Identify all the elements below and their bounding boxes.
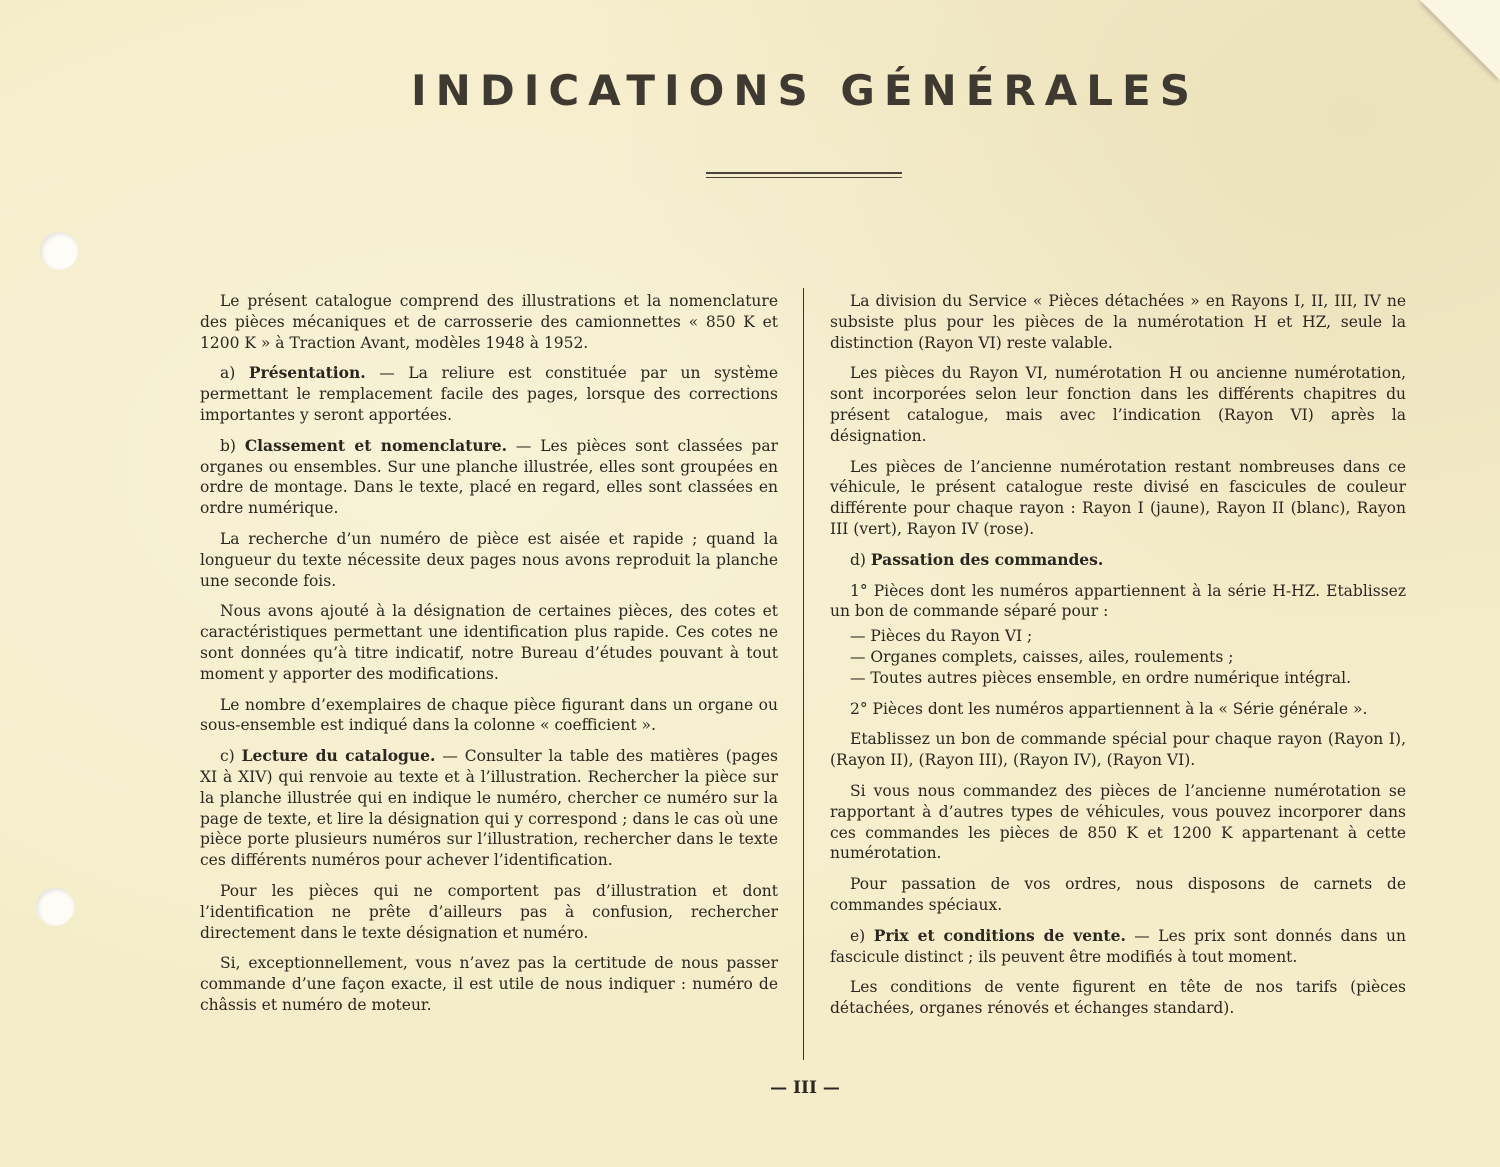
ancienne-numerotation-paragraph: Les pièces de l’ancienne numérotation restant nombreuses dans ce véhicule, le présent catalogue reste divisé en fascicules de couleur différente pour chaque rayon : Rayon I (jaune), Rayon II (blanc), Rayon III (vert), Rayon IV (rose). (830, 457, 1406, 538)
punch-hole-bottom (36, 888, 74, 926)
exceptionnellement-paragraph: Si, exceptionnellement, vous n’avez pas la certitude de nous passer commande d’une façon exacte, il est utile de nous indiquer : numéro de châssis et numéro de moteur. (200, 954, 778, 1014)
section-b-heading: Classement et nomenclature. (244, 435, 508, 455)
left-column (200, 291, 778, 1026)
bon-special-paragraph: Etablissez un bon de commande spécial pour chaque rayon (Rayon I), (Rayon II), (Rayon III), (Rayon IV), (Rayon VI). (830, 730, 1406, 770)
section-a-text: — La reliure est constituée par un système permettant le remplacement facile des pages, lorsque des corrections importantes y seront apportées. (200, 364, 778, 424)
section-c-heading: Lecture du catalogue. (241, 746, 436, 766)
section-e-label: e) (850, 926, 866, 945)
section-d-heading: Passation des commandes. (870, 549, 1104, 569)
page-title: INDICATIONS GÉNÉRALES (411, 66, 1199, 115)
cotes-paragraph: Nous avons ajouté à la désignation de certaines pièces, des cotes et caractéristiques permettant une identification plus rapide. Ces cotes ne sont données qu’à titre indicatif, notre Bureau d’études pouvant à tout moment y apporter des modifications. (200, 602, 778, 683)
order-dash-list (830, 626, 1406, 688)
dash-item: — Pièces du Rayon VI ; (850, 627, 1033, 646)
recherche-paragraph: La recherche d’un numéro de pièce est aisée et rapide ; quand la longueur du texte nécessite deux pages nous avons reproduit la planche une seconde fois. (200, 529, 778, 590)
sans-illustration-paragraph: Pour les pièces qui ne comportent pas d’illustration et dont l’identification ne prête d’ailleurs pas à confusion, rechercher directement dans le texte désignation et numéro. (200, 881, 778, 942)
conditions-paragraph: Les conditions de vente figurent en tête de nos tarifs (pièces détachées, organes rénovés et échanges standard). (830, 978, 1406, 1018)
right-column (830, 291, 1406, 1029)
page-number: — III — (770, 1078, 840, 1098)
punch-hole-top (40, 232, 78, 270)
section-e-text: — Les prix sont donnés dans un fascicule distinct ; ils peuvent être modifiés à tout moment. (830, 926, 1406, 966)
section-a-heading: Présentation. (248, 363, 366, 383)
serie-generale-paragraph: 2° Pièces dont les numéros appartiennent à la « Série générale ». (850, 699, 1368, 718)
dash-item: — Toutes autres pièces ensemble, en ordre numérique intégral. (850, 668, 1352, 687)
autres-types-paragraph: Si vous nous commandez des pièces de l’ancienne numérotation se rapportant à d’autres types de véhicules, vous pouvez incorporer dans ces commandes les pièces de 850 K et 1200 K appartenant à cette numérotation. (830, 781, 1406, 863)
carnets-paragraph: Pour passation de vos ordres, nous disposons de carnets de commandes spéciaux. (830, 875, 1406, 914)
section-d-label: d) (850, 550, 866, 569)
section-a-paragraph (200, 363, 778, 425)
rayon-vi-paragraph: Les pièces du Rayon VI, numérotation H ou ancienne numérotation, sont incorporées selon leur fonction dans les différents chapitres du présent catalogue, mais avec l’indication (Rayon VI) après la désignation. (830, 364, 1406, 445)
division-paragraph: La division du Service « Pièces détachées » en Rayons I, II, III, IV ne subsiste plus pour les pièces de la numérotation H et HZ, seule la distinction (Rayon VI) reste valable. (830, 292, 1406, 352)
section-e-paragraph (830, 926, 1406, 968)
section-c-paragraph (200, 746, 778, 871)
section-d-paragraph (830, 550, 1406, 571)
section-b-text: — Les pièces sont classées par organes ou ensembles. Sur une planche illustrée, elles sont groupées en ordre de montage. Dans le texte, placé en regard, elles sont classées en ordre numérique. (200, 436, 778, 518)
column-divider (803, 288, 804, 1060)
section-e-heading: Prix et conditions de vente. (873, 925, 1126, 945)
section-b-label: b) (220, 436, 236, 455)
serie-hhz-paragraph: 1° Pièces dont les numéros appartiennent à la série H-HZ. Etablissez un bon de commande séparé pour : (830, 581, 1406, 621)
section-c-label: c) (220, 747, 235, 766)
nombre-paragraph: Le nombre d’exemplaires de chaque pièce figurant dans un organe ou sous-ensemble est indiqué dans la colonne « coefficient ». (200, 695, 778, 735)
section-b-paragraph (200, 436, 778, 519)
intro-paragraph: Le présent catalogue comprend des illustrations et la nomenclature des pièces mécaniques et de carrosserie des camionnettes « 850 K et 1200 K » à Traction Avant, modèles 1948 à 1952. (200, 292, 778, 352)
section-a-label: a) (220, 364, 236, 383)
section-c-text: — Consulter la table des matières (pages XI à XIV) qui renvoie au texte et à l’illustration. Rechercher la pièce sur la planche illustrée qui en indique le numéro, chercher ce numéro sur la page de texte, et lire la désignation qui y correspond ; dans le cas où une pièce porte plusieurs numéros sur l’illustration, rechercher dans le texte ces différents numéros pour achever l’identification. (200, 747, 778, 870)
dash-item: — Organes complets, caisses, ailes, roulements ; (850, 647, 1234, 666)
title-underline (706, 172, 902, 178)
